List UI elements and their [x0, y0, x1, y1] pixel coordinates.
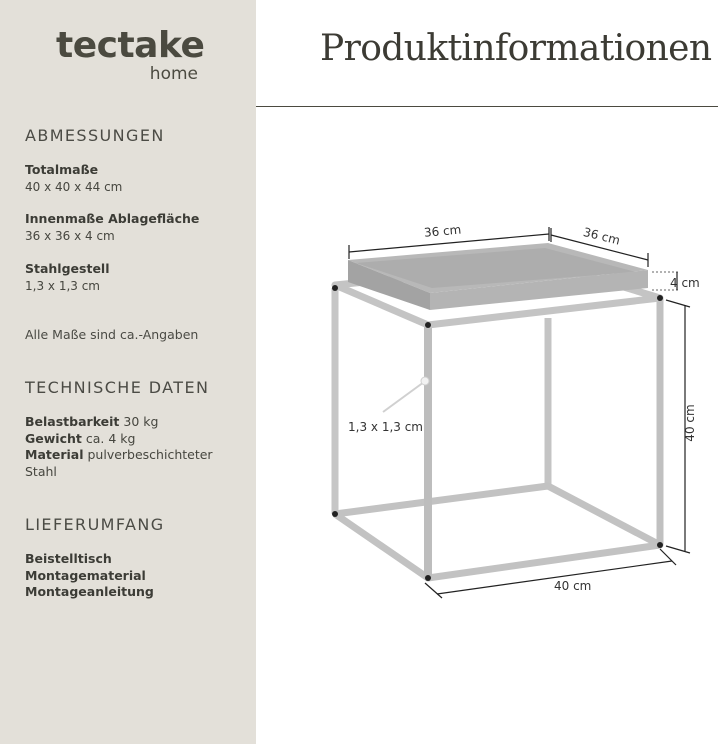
label-tray-depth: 36 cm: [581, 224, 622, 248]
tech-row-material: [25, 447, 245, 480]
item-value: 36 x 36 x 4 cm: [25, 228, 115, 243]
frame-joint: [332, 285, 338, 291]
technical-data-list: [25, 414, 245, 480]
tech-value: pulverbeschichteter Stahl: [25, 447, 213, 479]
label-total-height: 40 cm: [683, 404, 697, 442]
dimension-tick: [666, 546, 690, 553]
dimensions-note: Alle Maße sind ca.-Angaben: [25, 327, 199, 342]
delivery-item: Montageanleitung: [25, 584, 154, 599]
dimension-item-frame: [25, 261, 245, 294]
item-value: 40 x 40 x 44 cm: [25, 179, 123, 194]
label-tray-width: 36 cm: [423, 222, 462, 240]
frame-joint: [657, 542, 663, 548]
section-heading-technical: TECHNISCHE DATEN: [25, 378, 210, 397]
dimension-tick: [425, 583, 442, 598]
dimension-tick: [666, 300, 690, 307]
brand-sub: home: [149, 64, 198, 84]
item-label: Stahlgestell: [25, 261, 110, 276]
dimension-item-inner: [25, 211, 245, 244]
label-tray-height: 4 cm: [670, 276, 700, 290]
label-base-width: 40 cm: [554, 579, 592, 593]
brand-name: tectake: [56, 25, 205, 66]
item-value: 1,3 x 1,3 cm: [25, 278, 100, 293]
brand-logo: [56, 26, 206, 82]
delivery-list: [25, 551, 245, 601]
title-divider: [256, 106, 718, 107]
frame-joint: [425, 575, 431, 581]
side-table-drawing: [256, 190, 720, 610]
tech-row-load: [25, 414, 245, 431]
frame-joint: [332, 511, 338, 517]
page-title: Produktinformationen: [320, 28, 712, 69]
tech-row-weight: [25, 431, 245, 448]
item-label: Totalmaße: [25, 162, 99, 177]
callout-line-profile: [383, 382, 424, 412]
frame-joint: [425, 322, 431, 328]
tech-value: 30 kg: [123, 414, 159, 429]
tech-value: ca. 4 kg: [85, 430, 136, 446]
tech-label: Material: [25, 447, 84, 462]
delivery-item: Beistelltisch: [25, 551, 112, 566]
delivery-item: Montagematerial: [25, 567, 146, 583]
dimension-item-total: [25, 162, 245, 195]
frame-joint: [657, 295, 663, 301]
tech-label: Belastbarkeit: [25, 414, 120, 429]
section-heading-delivery: LIEFERUMFANG: [25, 515, 165, 534]
frame-bottom: [335, 486, 660, 578]
tech-label: Gewicht: [25, 430, 82, 446]
callout-dot: [421, 377, 429, 385]
item-label: Innenmaße Ablagefläche: [25, 211, 200, 226]
label-profile: 1,3 x 1,3 cm: [348, 420, 423, 434]
section-heading-dimensions: ABMESSUNGEN: [25, 126, 165, 145]
sidebar: [0, 0, 256, 744]
